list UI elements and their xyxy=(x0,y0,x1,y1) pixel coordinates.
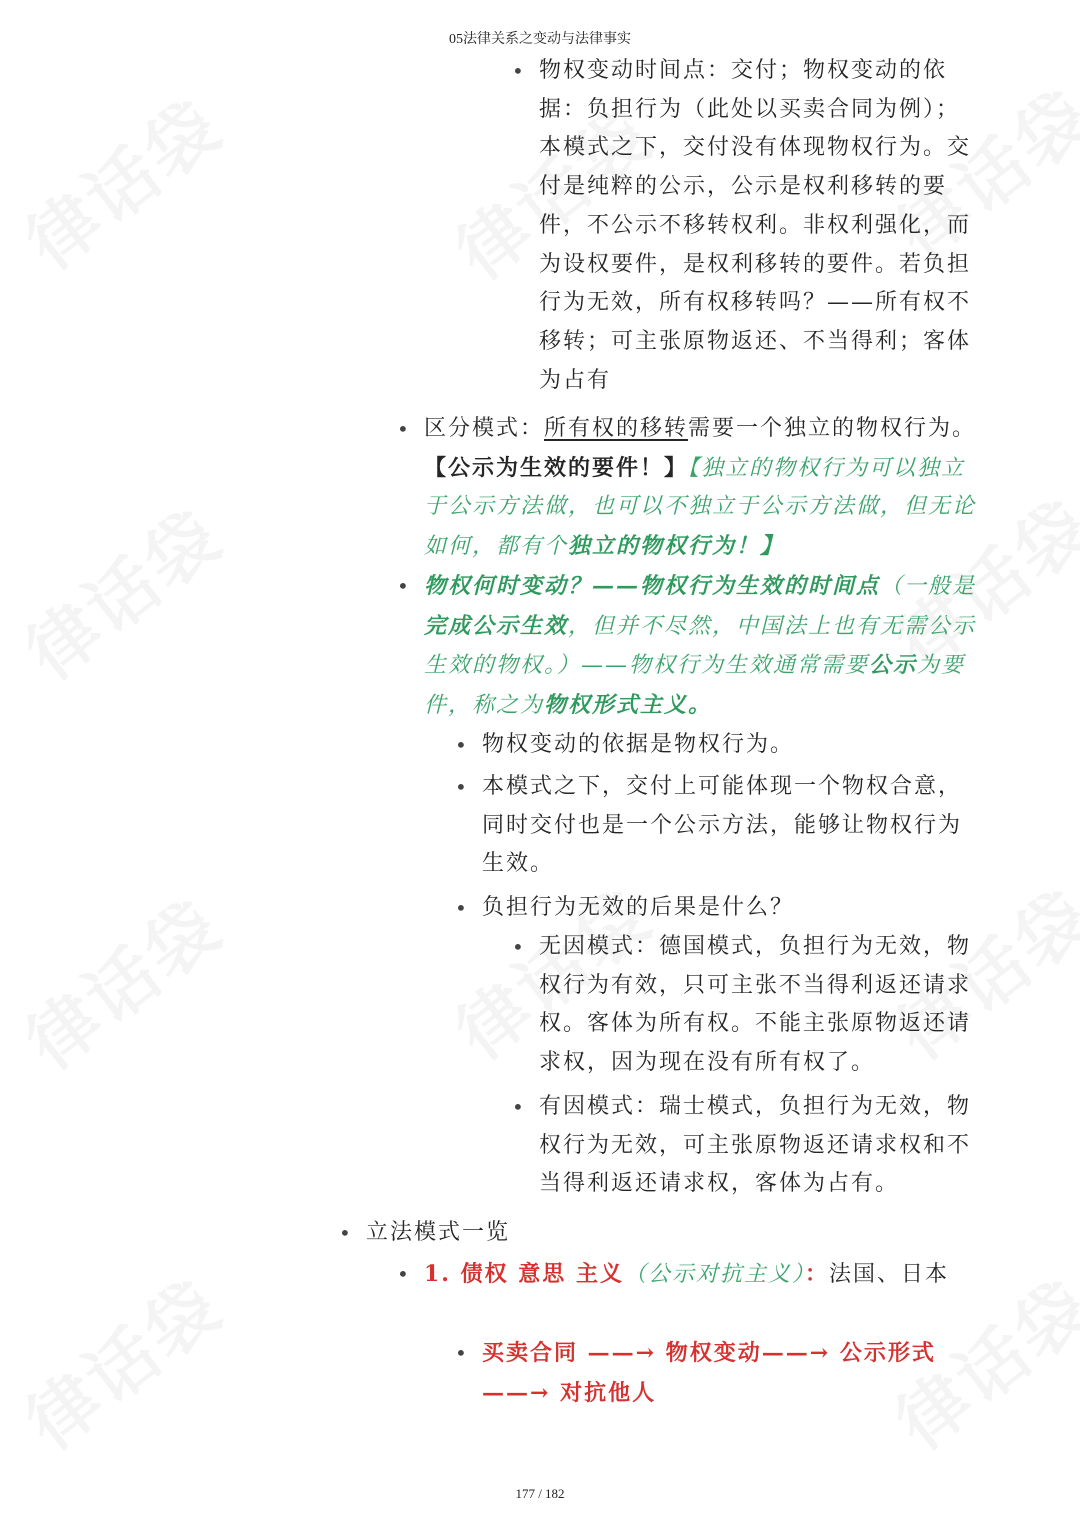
list-item: • 本模式之下，交付上可能体现一个物权合意，同时交付也是一个公示方法，能够让物权行为生效。 xyxy=(482,768,979,884)
list-item: • 立法模式一览 xyxy=(366,1214,979,1253)
list-item: • 物权何时变动？——物权行为生效的时间点（一般是完成公示生效，但并不尽然，中国法上也有无需公示生效的物权。）——物权行为生效通常需要公示为要件，称之为物权形式主义。 xyxy=(424,567,979,726)
list-item: • 买卖合同 ——→ 物权变动——→ 公示形式——→ 对抗他人 xyxy=(482,1334,979,1413)
list-item: • 负担行为无效的后果是什么？ xyxy=(482,889,979,928)
page-header: 05法律关系之变动与法律事实 xyxy=(449,32,631,47)
list-item: • 无因模式：德国模式，负担行为无效，物权行为有效，只可主张不当得利返还请求权。客体为所有权。不能主张原物返还请求权，因为现在没有所有权了。 xyxy=(539,928,979,1083)
list-item: • 1. 债权 意思 主义（公示对抗主义）：法国、日本 xyxy=(424,1255,979,1295)
page-number: 177 / 182 xyxy=(515,1486,565,1501)
list-item: • 有因模式：瑞士模式，负担行为无效，物权行为无效，可主张原物返还请求权和不当得利返还请求权，客体为占有。 xyxy=(539,1088,979,1204)
list-item: • 物权变动的依据是物权行为。 xyxy=(482,726,979,765)
list-item: • 物权变动时间点：交付；物权变动的依据：负担行为（此处以买卖合同为例）；本模式之下，交付没有体现物权行为。交付是纯粹的公示，公示是权利移转的要件，不公示不移转权利。非权利强化，而为设权要件，是权利移转的要件。若负担行为无效，所有权移转吗？——所有权不移转；可主张原物返还、不当得利；客体为占有 xyxy=(539,52,979,400)
list-item: • 区分模式：所有权的移转需要一个独立的物权行为。【公示为生效的要件！】【独立的物权行为可以独立于公示方法做，也可以不独立于公示方法做，但无论如何，都有个独立的物权行为！】 xyxy=(424,410,979,567)
underlined-text: 所有权的移转 xyxy=(544,416,689,441)
